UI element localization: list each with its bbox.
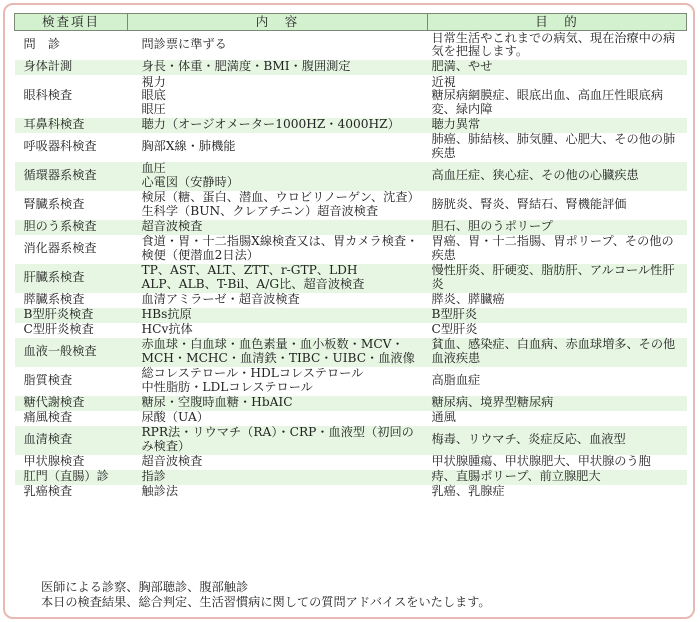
- document-frame: [3, 3, 695, 619]
- content-line: 眼圧: [141, 101, 166, 116]
- purpose-cell: [428, 191, 687, 220]
- footer-note-2: 本日の検査結果、総合判定、生活習慣病に関しての質問アドバイスをいたします。: [41, 595, 491, 609]
- content-line: 心電図（安静時）: [141, 175, 239, 189]
- content-cell: [128, 323, 428, 338]
- purpose-line: 糖尿病網膜症、眼底出血、高血圧性眼底病変、緑内障: [431, 88, 664, 116]
- exam-item-cell: 膵臓系検査: [23, 292, 85, 307]
- table-row: [15, 235, 687, 264]
- purpose-line: 高脂血症: [431, 373, 481, 388]
- purpose-line: 慢性肝炎、肝硬変、脂肪肝、アルコール性肝炎: [431, 263, 675, 291]
- purpose-cell: [428, 308, 687, 323]
- exam-item-cell: C型肝炎検査: [23, 322, 94, 337]
- content-cell: [128, 338, 428, 367]
- content-line: 視力: [141, 74, 166, 89]
- content-line: 赤血球・白血球・血色素量・血小板数・MCV・: [141, 337, 404, 352]
- purpose-line: B型肝炎: [431, 307, 478, 322]
- purpose-cell: [428, 264, 687, 293]
- content-line: RPR法・リウマチ（RA）・CRP・血液型（初回のみ検査）: [141, 425, 414, 453]
- purpose-line: 乳癌、乳腺症: [431, 484, 505, 499]
- content-line: 食道・胃・十二指腸X線検査又は、胃カメラ検査・検便（便潜血2日法）: [141, 234, 419, 262]
- exam-item-cell: 腎臓系検査: [23, 197, 85, 212]
- exam-item-cell: 身体計測: [15, 60, 128, 75]
- table-row: [15, 396, 687, 411]
- table-row: [15, 308, 687, 323]
- table-body: [15, 31, 687, 500]
- purpose-line: 通風: [431, 410, 456, 425]
- purpose-line: C型肝炎: [431, 322, 478, 337]
- purpose-cell: [428, 235, 687, 264]
- exam-item-cell: 乳癌検査: [23, 484, 73, 499]
- table-row: [15, 323, 687, 338]
- purpose-cell: [428, 60, 687, 75]
- exam-item-cell: 血清検査: [15, 426, 128, 455]
- purpose-cell: [428, 162, 687, 191]
- table-row: [15, 470, 687, 485]
- purpose-line: 痔、直腸ポリープ、前立腺肥大: [431, 469, 601, 484]
- content-cell: [128, 367, 428, 396]
- exam-item-cell: 肛門（直腸）診: [15, 470, 128, 485]
- purpose-cell: [428, 293, 687, 308]
- purpose-cell: [428, 133, 687, 162]
- content-line: 中性脂肪・LDLコレステロール: [141, 380, 313, 394]
- table-header-row: [15, 14, 687, 31]
- content-line: 超音波検査: [141, 219, 203, 234]
- purpose-cell: [428, 323, 687, 338]
- exam-item-cell: 問 診: [23, 37, 61, 52]
- exam-item-cell: 痛風検査: [23, 410, 73, 425]
- exam-item-cell: 糖代謝検査: [15, 396, 128, 411]
- purpose-line: 近視: [431, 74, 456, 89]
- purpose-line: 聴力異常: [431, 117, 481, 132]
- content-cell: [128, 396, 428, 411]
- purpose-line: 肺癌、肺結核、肺気腫、心肥大、その他の肺疾患: [431, 132, 676, 160]
- purpose-line: 胆石、胆のうポリープ: [431, 219, 553, 234]
- content-line: 触診法: [141, 484, 179, 499]
- content-line: 問診票に準ずる: [141, 37, 227, 52]
- purpose-cell: [428, 470, 687, 485]
- content-line: 聴力（オージオメーター1000HZ・4000HZ）: [141, 117, 400, 132]
- content-cell: [128, 426, 428, 455]
- content-cell: [128, 118, 428, 133]
- content-cell: [128, 60, 428, 75]
- content-cell: [128, 75, 428, 118]
- purpose-line: 肥満、やせ: [431, 59, 493, 74]
- exam-item-cell: 胆のう系検査: [15, 220, 128, 235]
- content-line: 検尿（糖、蛋白、潜血、ウロビリノーゲン、沈査）: [141, 190, 420, 205]
- purpose-line: 胃癌、胃・十二指腸、胃ポリープ、その他の疾患: [431, 234, 674, 262]
- content-line: MCH・MCHC・血清鉄・TIBC・UIBC・血液像: [141, 351, 415, 365]
- header-content: 内 容: [128, 14, 428, 31]
- header-exam-item: 検査項目: [15, 14, 128, 31]
- exam-item-cell: 脂質検査: [23, 373, 73, 388]
- purpose-cell: [428, 396, 687, 411]
- purpose-cell: [428, 220, 687, 235]
- table-row: [15, 264, 687, 293]
- exam-item-cell: 消化器系検査: [23, 241, 97, 256]
- exam-table: [14, 13, 687, 500]
- content-cell: [128, 133, 428, 162]
- exam-item-cell: 眼科検査: [23, 88, 73, 103]
- purpose-line: 糖尿病、境界型糖尿病: [431, 395, 554, 410]
- content-cell: [128, 470, 428, 485]
- table-row: [15, 426, 687, 455]
- purpose-cell: [428, 455, 687, 470]
- content-cell: [128, 485, 428, 500]
- exam-item-cell: 耳鼻科検査: [15, 118, 128, 133]
- content-line: 糖尿・空腹時血糖・HbAIC: [141, 395, 293, 410]
- content-line: TP、AST、ALT、ZTT、r-GTP、LDH: [141, 263, 358, 278]
- purpose-line: 膀胱炎、腎炎、腎結石、腎機能評価: [431, 197, 627, 212]
- exam-item-cell: 肝臓系検査: [15, 264, 128, 293]
- purpose-cell: [428, 338, 687, 367]
- table-row: [15, 133, 687, 162]
- exam-item-cell: B型肝炎検査: [15, 308, 128, 323]
- content-cell: [128, 411, 428, 426]
- content-cell: [128, 264, 428, 293]
- content-cell: [128, 31, 428, 60]
- table-row: [15, 220, 687, 235]
- content-cell: [128, 191, 428, 220]
- table-row: [15, 31, 687, 60]
- table-row: [15, 293, 687, 308]
- content-line: 指診: [141, 469, 166, 484]
- purpose-cell: [428, 426, 687, 455]
- content-line: 血圧: [141, 161, 166, 176]
- purpose-line: 高血圧症、狭心症、その他の心臓疾患: [431, 168, 639, 183]
- content-line: HBs抗原: [141, 307, 192, 322]
- content-cell: [128, 293, 428, 308]
- table-row: [15, 60, 687, 75]
- purpose-cell: [428, 31, 687, 60]
- table-row: [15, 455, 687, 470]
- purpose-line: 貧血、感染症、白血病、赤血球増多、その他血液疾患: [431, 337, 676, 365]
- content-cell: [128, 455, 428, 470]
- content-cell: [128, 220, 428, 235]
- purpose-cell: [428, 75, 687, 118]
- content-line: 生科学（BUN、クレアチニン）超音波検査: [141, 204, 379, 218]
- purpose-cell: [428, 367, 687, 396]
- table-row: [15, 367, 687, 396]
- content-line: 超音波検査: [141, 454, 203, 469]
- purpose-cell: [428, 411, 687, 426]
- exam-item-cell: 甲状腺検査: [23, 454, 85, 469]
- purpose-line: 日常生活やこれまでの病気、現在治療中の病気を把握します。: [431, 30, 676, 59]
- content-cell: [128, 162, 428, 191]
- table-row: [15, 162, 687, 191]
- content-cell: [128, 235, 428, 264]
- table-row: [15, 485, 687, 500]
- content-line: 身長・体重・肥満度・BMI・腹囲測定: [141, 59, 351, 74]
- table-row: [15, 338, 687, 367]
- footer-note-1: 医師による診察、胸部聴診、腹部触診: [41, 580, 249, 594]
- purpose-cell: [428, 485, 687, 500]
- exam-item-cell: 呼吸器科検査: [23, 139, 97, 154]
- purpose-line: 梅毒、リウマチ、炎症反応、血液型: [431, 432, 626, 447]
- exam-item-cell: 循環器系検査: [15, 162, 128, 191]
- table-row: [15, 118, 687, 133]
- content-cell: [128, 308, 428, 323]
- exam-item-cell: 血液一般検査: [15, 338, 128, 367]
- header-purpose: 目 的: [428, 14, 687, 31]
- purpose-line: 甲状腺腫瘍、甲状腺肥大、甲状腺のう胞: [431, 454, 651, 469]
- table-row: [15, 191, 687, 220]
- table-row: [15, 75, 687, 118]
- content-line: 血清アミラーゼ・超音波検査: [141, 292, 300, 307]
- table-row: [15, 411, 687, 426]
- content-line: ALP、ALB、T-Bil、A/G比、超音波検査: [141, 277, 365, 291]
- content-line: 眼底: [141, 88, 166, 103]
- content-line: 尿酸（UA）: [141, 410, 209, 425]
- purpose-cell: [428, 118, 687, 133]
- content-line: 総コレステロール・HDLコレステロール: [141, 366, 364, 381]
- content-line: HCv抗体: [141, 322, 193, 337]
- content-line: 胸部X線・肺機能: [141, 139, 236, 154]
- purpose-line: 膵炎、膵臓癌: [431, 292, 505, 307]
